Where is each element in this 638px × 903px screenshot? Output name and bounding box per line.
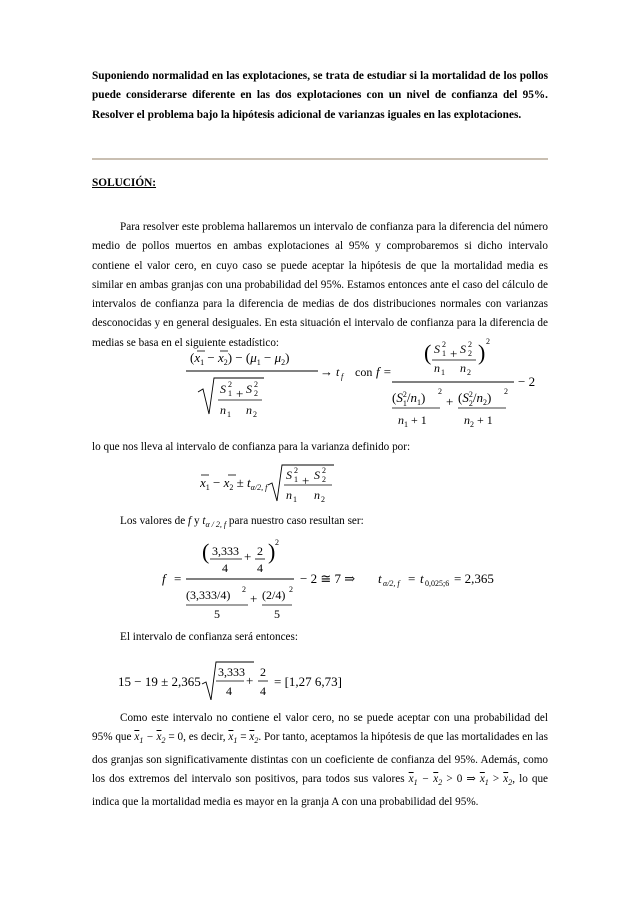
svg-text:2: 2 [260,665,266,679]
svg-text:(S22/n2): ($S^2$ $2/n_2$) [458,390,492,408]
paragraph-interval: lo que nos lleva al intervalo de confianza para la varianza definido por: [92,441,411,453]
svg-text:): ) [268,539,276,564]
svg-text:S: S [314,468,320,482]
svg-text:1: 1 [228,389,232,398]
svg-text:n: n [246,403,252,417]
svg-text:2: 2 [228,380,232,389]
paragraph-values: Los valores de f y $t_{\alpha / 2, f}$ para nuestro caso resultan ser: [120,515,364,530]
svg-text:S: S [246,382,252,396]
svg-text:− 2: − 2 [518,374,536,389]
svg-text:2: 2 [253,410,257,419]
svg-text:=: = [174,571,182,586]
svg-text:4: 4 [257,561,263,575]
svg-text:− 2 ≅ 7 ⇒: − 2 ≅ 7 ⇒ [300,571,356,586]
svg-text:+: + [244,549,252,564]
svg-text:2: 2 [468,340,472,349]
formula-interval-result [118,660,358,700]
svg-text:n: n [220,403,226,417]
svg-text:f =: f = [376,364,392,379]
svg-text:2: 2 [289,585,293,594]
svg-text:= [1,27 6,73]: = [1,27 6,73] [274,674,342,689]
svg-text:= 2,365: = 2,365 [454,571,494,586]
svg-text:n: n [434,361,440,375]
svg-text:15 − 19 ± 2,365: 15 − 19 ± 2,365 [118,674,201,689]
formula-values [162,539,522,619]
svg-text:(: ( [202,539,210,564]
svg-text:5: 5 [274,607,280,619]
arrow-target: t [336,365,340,379]
svg-text:S: S [434,342,440,356]
svg-text:+: + [446,394,454,409]
svg-text:α/2, f: α/2, f [383,579,400,588]
paragraph-intro: Para resolver este problema hallaremos un intervalo de confianza para la diferencia del número medio de pollos muertos en ambas explotaciones al 95% y comprobaremos si dicho intervalo contiene el valor cero, en cuyo caso se puede aceptar la hipótesis de que la mortalidad media es similar en ambas granjas con una probabilidad del 95%. Estamos entonces ante el caso del cálculo de intervalos de confianza para la diferencia de medias de dos distribuciones normales con varianzas desconocidas y en general desiguales. En esta situación el intervalo de confianza para la diferencia de medias se basa en el siguiente estadístico: [92,221,548,349]
svg-text:2: 2 [322,475,326,484]
svg-text:=: = [408,571,416,586]
svg-text:2: 2 [504,387,508,396]
svg-text:+: + [250,591,258,606]
svg-text:2: 2 [242,585,246,594]
svg-text:2: 2 [322,466,326,475]
solution-heading: SOLUCIÓN: [92,177,157,189]
svg-text:(S21/n1): ($S^2$ $1/n_1$) [392,390,426,408]
svg-text:S: S [460,342,466,356]
svg-text:(2/4): (2/4) [262,588,286,602]
svg-text:4: 4 [222,561,228,575]
svg-text:S: S [286,468,292,482]
svg-text:3,333: 3,333 [212,544,239,558]
svg-text:5: 5 [214,607,220,619]
section-divider [92,158,548,160]
svg-text:3,333: 3,333 [218,665,245,679]
svg-text:+: + [246,673,254,688]
svg-text:2: 2 [321,495,325,503]
svg-text:2: 2 [254,380,258,389]
svg-text:1: 1 [294,475,298,484]
svg-text:n1 + 1: $n_1 + 1$ [398,413,427,429]
svg-text:f: f [162,571,166,586]
svg-text:2: 2 [442,340,446,349]
svg-text:2: 2 [294,466,298,475]
svg-text:2: 2 [486,338,490,346]
paragraph-conclusion: Como este intervalo no contiene el valor cero, no se puede aceptar con una probabilidad del 95% que $\overline{x}_1 - \overline{x}_2 = 0$, es decir, $\overline{x}_1 = \overline{x}_2$. Por tanto, aceptamos la hipótesis de que las mortalidades en las dos granjas son significativamente distintas con un coeficiente de confianza del 95%. Además, como los dos extremos del intervalo son positivos, para todos sus valores $\overline{x}_1 - \overline{x}_2 > 0$ ⇒ $\overline{x}_1 > \overline{x}_2$, lo que indica que la mortalidad media es mayor en la granja A con una probabilidad del 95%. [92,712,549,808]
svg-text:(3,333/4): (3,333/4) [186,588,231,602]
svg-text:x1 − x2 ± tα/2, f: $x_1 - x_2 \pm t_{\alpha/2, f}$ [200,475,268,492]
svg-text:n: n [314,488,320,502]
formula-statistic [170,338,555,430]
svg-text:4: 4 [260,684,266,698]
svg-text:1: 1 [442,349,446,358]
svg-text:t: t [378,571,382,586]
svg-text:f: f [341,372,344,381]
svg-text:(: ( [424,340,432,365]
svg-text:1: 1 [441,368,445,377]
svg-text:(x1 − x2) − (μ1 − μ2): $(x_1 - x_2) - (\mu_1 - \mu_2)$ [190,350,290,367]
svg-text:1: 1 [293,495,297,503]
paragraph-final-interval: El intervalo de confianza será entonces: [120,631,298,643]
svg-text:→: → [320,364,333,379]
svg-text:+: + [450,346,458,361]
problem-statement: Suponiendo normalidad en las explotaciones, se trata de estudiar si la mortalidad de los pollos puede considerarse diferente en las dos explotaciones con un nivel de confianza del 95%. Resolver el problema bajo la hipótesis adicional de varianzas iguales en las explotaciones. [92,70,548,121]
svg-text:4: 4 [226,684,232,698]
svg-text:2: 2 [275,539,279,547]
formula-interval-general [200,463,360,503]
svg-text:): ) [478,340,486,365]
svg-text:n2 + 1: $n_2 + 1$ [464,413,493,429]
svg-text:2: 2 [254,389,258,398]
svg-text:+: + [302,473,310,488]
svg-text:+: + [236,386,244,401]
con-word: con [355,365,373,379]
svg-text:S: S [220,382,226,396]
svg-text:1: 1 [227,410,231,419]
svg-text:2: 2 [468,349,472,358]
svg-text:2: 2 [438,387,442,396]
svg-text:n: n [286,488,292,502]
svg-text:n: n [460,361,466,375]
svg-text:2: 2 [467,368,471,377]
svg-text:t: t [420,571,424,586]
svg-text:0,025;6: 0,025;6 [425,579,450,588]
svg-text:2: 2 [257,544,263,558]
